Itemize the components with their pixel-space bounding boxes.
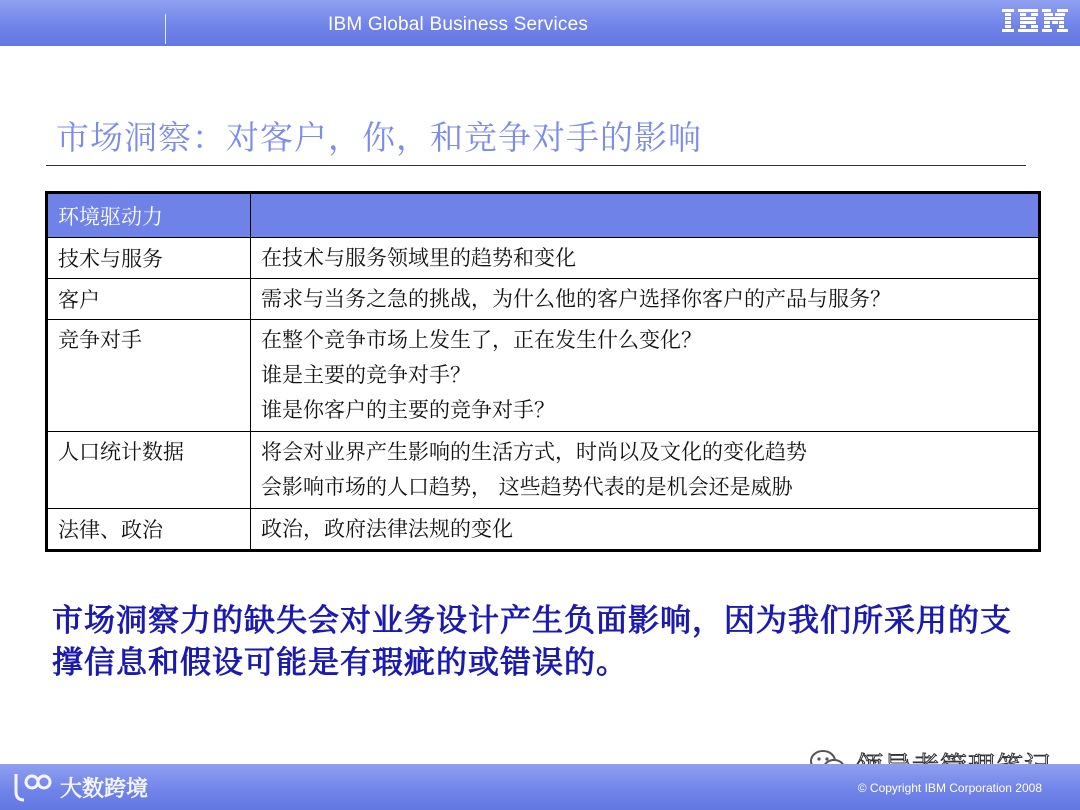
description-cell	[251, 238, 1040, 279]
table-header-driver: 环境驱动力	[47, 193, 251, 238]
header-title: IBM Global Business Services	[328, 14, 589, 35]
driver-cell	[47, 432, 251, 509]
table-header-row	[47, 193, 1040, 238]
table-row	[47, 432, 1040, 509]
table-header-description	[251, 193, 1040, 238]
driver-cell: 客户	[47, 279, 251, 320]
environment-drivers-table	[45, 191, 1041, 552]
description-cell	[251, 509, 1040, 551]
description-line: 在整个竞争市场上发生了，正在发生什么变化？	[261, 328, 702, 352]
table-row	[47, 238, 1040, 279]
slide-title: 市场洞察：对客户，你，和竞争对手的影响	[56, 118, 702, 157]
description-cell	[251, 432, 1040, 509]
driver-label: 竞争对手	[58, 328, 142, 352]
footer-bar	[0, 764, 1080, 810]
driver-cell: 技术与服务	[47, 238, 251, 279]
description-line: 会影响市场的人口趋势， 这些趋势代表的是机会还是威胁	[261, 475, 793, 499]
description-line: 需求与当务之急的挑战，为什么他的客户选择你客户的产品与服务？	[261, 286, 891, 311]
conclusion-text: 市场洞察力的缺失会对业务设计产生负面影响，因为我们所采用的支撑信息和假设可能是有瑕疵的或错误的。	[52, 603, 1012, 681]
watermark-logo-icon	[10, 770, 54, 804]
table-row	[47, 279, 1040, 320]
table-row	[47, 509, 1040, 551]
table-row	[47, 320, 1040, 432]
ibm-logo	[1000, 6, 1070, 38]
driver-label: 人口统计数据	[58, 440, 184, 464]
description-line: 在技术与服务领域里的趋势和变化	[261, 245, 576, 270]
driver-cell: 法律、政治	[47, 509, 251, 551]
description-line: 政治，政府法律法规的变化	[261, 516, 513, 541]
description-line: 谁是你客户的主要的竞争对手？	[261, 398, 555, 422]
watermark	[10, 770, 148, 804]
description-line: 谁是主要的竞争对手？	[261, 363, 471, 387]
watermark-text: 大数跨境	[60, 776, 149, 802]
header-divider	[165, 14, 166, 44]
copyright-text: © Copyright IBM Corporation 2008	[857, 781, 1042, 795]
title-rule	[46, 165, 1026, 166]
header-bar	[0, 0, 1080, 46]
driver-cell	[47, 320, 251, 432]
description-cell	[251, 279, 1040, 320]
description-cell	[251, 320, 1040, 432]
description-line: 将会对业界产生影响的生活方式，时尚以及文化的变化趋势	[261, 440, 807, 464]
